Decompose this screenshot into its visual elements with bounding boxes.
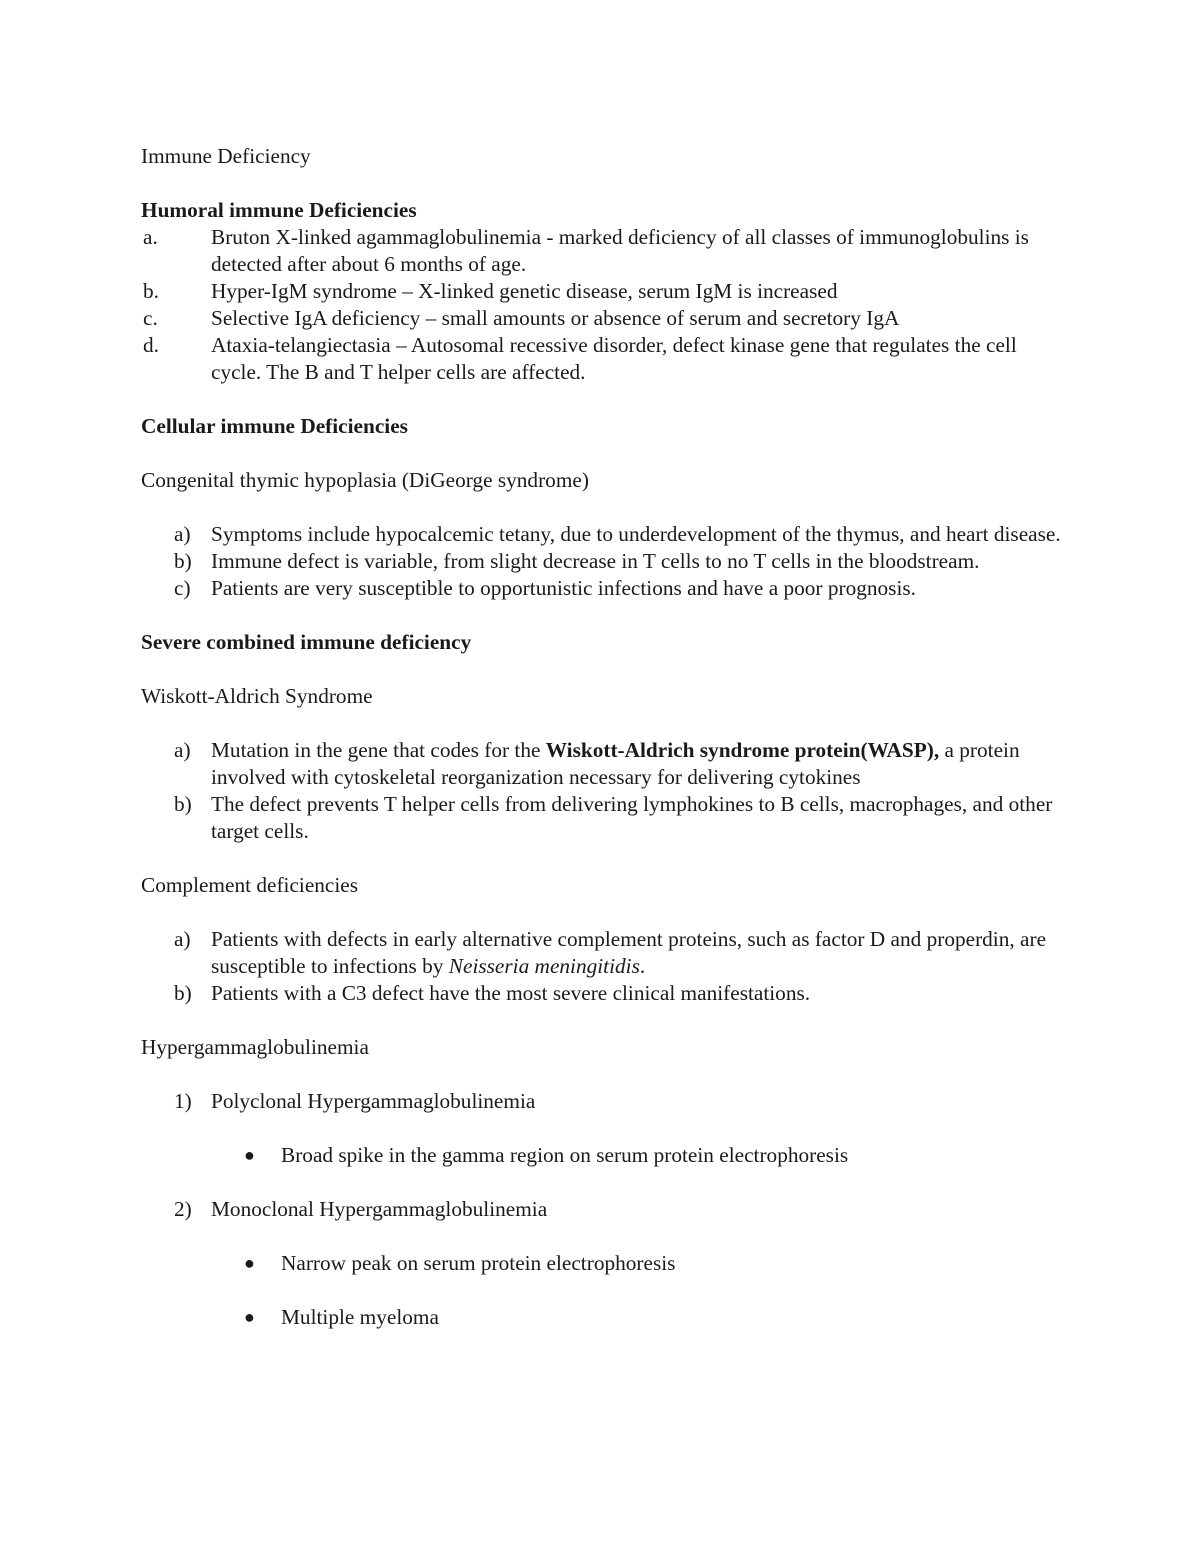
list-item-text: Monoclonal Hypergammaglobulinemia bbox=[211, 1197, 548, 1221]
list-item-text: Patients with a C3 defect have the most severe clinical manifestations. bbox=[211, 981, 811, 1005]
list-item bbox=[141, 926, 1061, 980]
bullet-text: Multiple myeloma bbox=[281, 1305, 439, 1329]
list-item-text: Selective IgA deficiency – small amounts or absence of serum and secretory IgA bbox=[211, 306, 900, 330]
text-run: Patients with defects in early alternative complement proteins, such as factor D and properdin, are susceptible to infections by bbox=[211, 927, 1047, 978]
document-page bbox=[141, 143, 1061, 1331]
organism-name: Neisseria meningitidis bbox=[448, 954, 640, 978]
wasp-term: Wiskott-Aldrich syndrome protein(WASP), bbox=[545, 738, 940, 762]
cellular-list bbox=[141, 521, 1061, 602]
list-item-text: Hyper-IgM syndrome – X-linked genetic disease, serum IgM is increased bbox=[211, 279, 838, 303]
list-item-text bbox=[211, 926, 1061, 980]
bullet-text: Narrow peak on serum protein electrophoresis bbox=[281, 1251, 676, 1275]
list-item bbox=[141, 224, 1061, 278]
bullet-icon: ● bbox=[244, 1253, 255, 1273]
list-marker: c. bbox=[143, 306, 158, 330]
list-marker: a) bbox=[174, 522, 191, 546]
list-item-text: Polyclonal Hypergammaglobulinemia bbox=[211, 1089, 536, 1113]
complement-heading: Complement deficiencies bbox=[141, 873, 359, 897]
bullet-icon: ● bbox=[244, 1307, 255, 1327]
digeorge-subheading: Congenital thymic hypoplasia (DiGeorge syndrome) bbox=[141, 468, 589, 492]
list-item-text: Symptoms include hypocalcemic tetany, due to underdevelopment of the thymus, and heart disease. bbox=[211, 522, 1061, 546]
list-marker: b) bbox=[174, 981, 192, 1005]
list-marker: b) bbox=[174, 549, 192, 573]
humoral-list bbox=[141, 224, 1061, 386]
list-item bbox=[141, 278, 1061, 305]
list-item bbox=[141, 332, 1061, 386]
list-marker: a) bbox=[174, 927, 191, 951]
bullet-item bbox=[141, 1142, 1061, 1169]
list-item bbox=[141, 305, 1061, 332]
document-title: Immune Deficiency bbox=[141, 144, 311, 168]
bullet-text: Broad spike in the gamma region on serum protein electrophoresis bbox=[281, 1143, 849, 1167]
list-marker: b. bbox=[143, 279, 159, 303]
list-item bbox=[141, 548, 1061, 575]
list-marker: 1) bbox=[174, 1089, 192, 1113]
list-marker: a) bbox=[174, 738, 191, 762]
list-item bbox=[141, 1196, 1061, 1223]
text-run: . bbox=[639, 954, 646, 978]
bullet-item bbox=[141, 1250, 1061, 1277]
list-marker: a. bbox=[143, 225, 158, 249]
list-marker: b) bbox=[174, 792, 192, 816]
cellular-heading: Cellular immune Deficiencies bbox=[141, 414, 408, 438]
list-marker: c) bbox=[174, 576, 191, 600]
list-item-text: The defect prevents T helper cells from delivering lymphokines to B cells, macrophages, and other target cells. bbox=[211, 792, 1053, 843]
scid-heading: Severe combined immune deficiency bbox=[141, 630, 472, 654]
list-item-text: Immune defect is variable, from slight decrease in T cells to no T cells in the bloodstream. bbox=[211, 549, 980, 573]
list-item-text: Bruton X-linked agammaglobulinemia - marked deficiency of all classes of immunoglobulins is detected after about 6 months of age. bbox=[211, 225, 1029, 276]
list-item bbox=[141, 737, 1061, 791]
list-item bbox=[141, 1088, 1061, 1115]
text-run: Mutation in the gene that codes for the bbox=[211, 738, 546, 762]
text-run: a protein involved with cytoskeletal reorganization necessary for delivering cytokines bbox=[211, 738, 1020, 789]
list-marker: 2) bbox=[174, 1197, 192, 1221]
bullet-icon: ● bbox=[244, 1145, 255, 1165]
list-marker: d. bbox=[143, 333, 159, 357]
list-item-text: Patients are very susceptible to opportunistic infections and have a poor prognosis. bbox=[211, 576, 917, 600]
list-item bbox=[141, 980, 1061, 1007]
complement-list bbox=[141, 926, 1061, 1007]
bullet-item bbox=[141, 1304, 1061, 1331]
list-item bbox=[141, 791, 1061, 845]
list-item bbox=[141, 575, 1061, 602]
list-item bbox=[141, 521, 1061, 548]
scid-list bbox=[141, 737, 1061, 845]
list-item-text: Ataxia-telangiectasia – Autosomal recessive disorder, defect kinase gene that regulates the cell cycle. The B and T helper cells are affected. bbox=[211, 333, 1017, 384]
wiskott-subheading: Wiskott-Aldrich Syndrome bbox=[141, 684, 373, 708]
list-item-text bbox=[211, 737, 1061, 791]
humoral-heading: Humoral immune Deficiencies bbox=[141, 198, 417, 222]
hyper-heading: Hypergammaglobulinemia bbox=[141, 1035, 369, 1059]
